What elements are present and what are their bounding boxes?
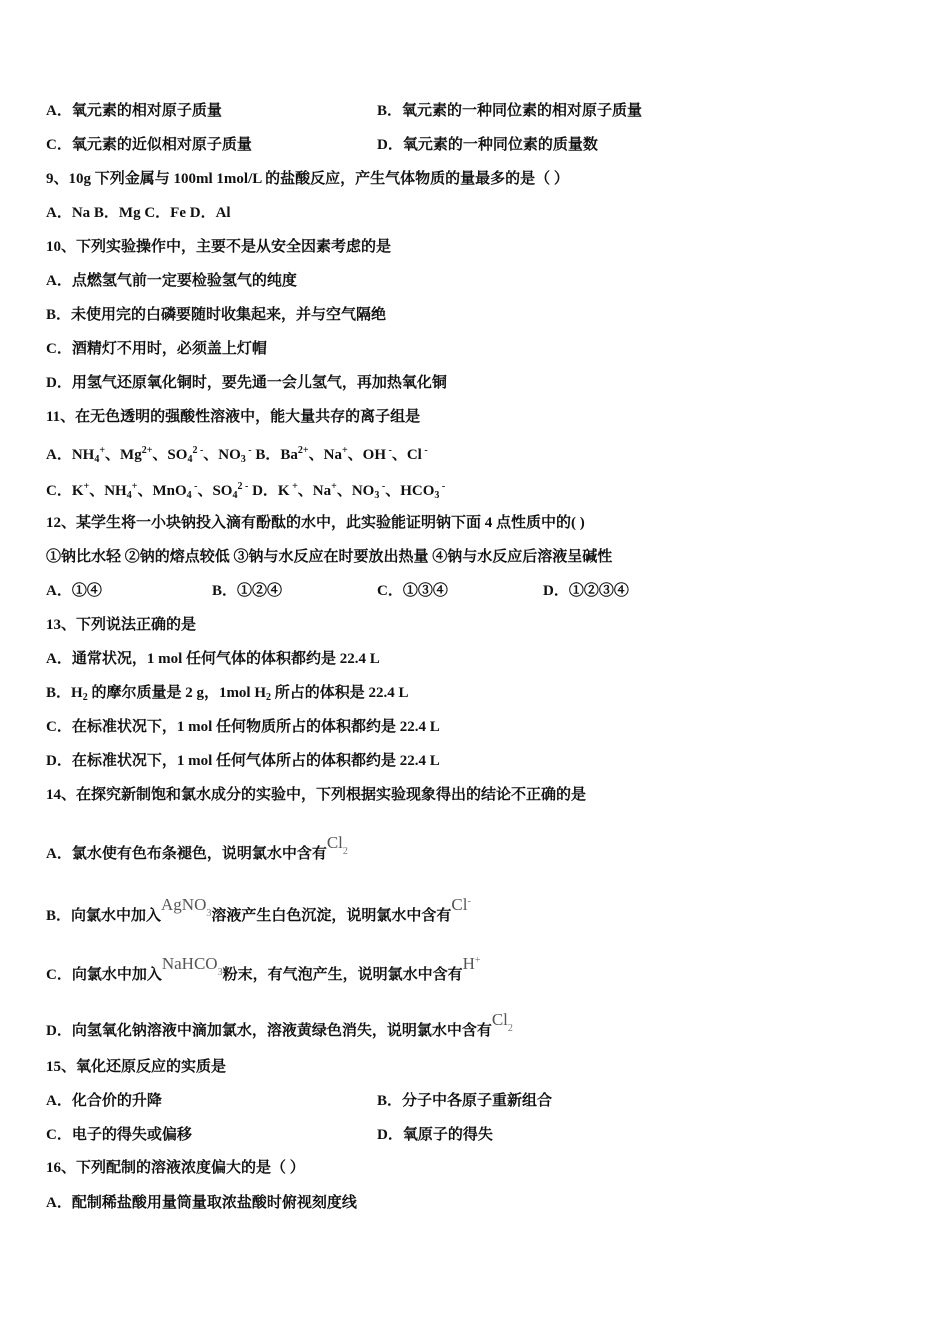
text-fragment: 10、下列实验操作中，主要不是从安全因素考虑的是 <box>46 239 392 255</box>
text-fragment: C．电子的得失或偏移 <box>46 1127 192 1143</box>
text-fragment: 所占的体积是 22.4 L <box>271 685 409 701</box>
formula-fragment: 2+ <box>141 445 153 456</box>
text-line <box>46 833 348 864</box>
text-fragment: B．向氯水中加入 <box>46 908 162 924</box>
text-fragment: A．氯水使有色布条褪色，说明氯水中含有 <box>46 846 327 862</box>
text-fragment: A．化合价的升降 <box>46 1093 162 1109</box>
text-fragment: C．①③④ <box>377 583 448 599</box>
text-fragment: 9、10g 下列金属与 100ml 1mol/L 的盐酸反应，产生气体物质的量最多的是（ ） <box>46 171 569 187</box>
formula-fragment: 2 <box>266 692 272 703</box>
text-line <box>46 1193 357 1213</box>
text-fragment: 16、下列配制的溶液浓度偏大的是（ ） <box>46 1160 305 1176</box>
formula-fragment: 2 <box>507 1023 513 1034</box>
text-line <box>46 892 471 926</box>
formula-fragment: 3 <box>240 454 246 465</box>
text-line <box>46 373 447 393</box>
text-line <box>46 581 102 601</box>
formula-fragment: 2 <box>82 692 88 703</box>
formula-fragment: + <box>331 481 337 492</box>
text-line <box>46 717 440 737</box>
formula-fragment: Cl <box>326 833 343 852</box>
text-line <box>46 1057 226 1077</box>
text-fragment: A．通常状况，1 mol 任何气体的体积都约是 22.4 L <box>46 651 380 667</box>
formula-fragment: - <box>421 445 428 456</box>
text-line <box>377 135 598 155</box>
formula-fragment: 2 - <box>237 481 249 492</box>
text-fragment: A．Na B．Mg C．Fe D．Al <box>46 205 231 221</box>
text-fragment: 、Na <box>297 483 332 499</box>
text-line <box>46 477 445 506</box>
text-fragment: D．在标准状况下，1 mol 任何气体所占的体积都约是 22.4 L <box>46 753 440 769</box>
formula-fragment: 2 - <box>192 445 204 456</box>
formula-fragment: 2 <box>342 846 348 857</box>
text-fragment: 、Cl <box>391 447 422 463</box>
text-line <box>46 1125 192 1145</box>
formula-fragment: H <box>462 954 475 973</box>
formula-fragment: 3 <box>434 490 440 501</box>
text-fragment: 粉末，有气泡产生，说明氯水中含有 <box>222 967 463 983</box>
text-fragment: D．用氢气还原氧化铜时，要先通一会儿氢气，再加热氧化铜 <box>46 375 447 391</box>
text-fragment: 、Mg <box>105 447 142 463</box>
formula-fragment: + <box>131 481 138 492</box>
text-fragment: A．氧元素的相对原子质量 <box>46 103 222 119</box>
text-line <box>46 1010 513 1041</box>
text-fragment: D．氧原子的得失 <box>377 1127 493 1143</box>
text-fragment: D．向氢氧化钠溶液中滴加氯水，溶液黄绿色消失，说明氯水中含有 <box>46 1023 492 1039</box>
formula-fragment: 3 <box>217 967 223 978</box>
text-line <box>46 547 612 567</box>
text-fragment: C．向氯水中加入 <box>46 967 162 983</box>
formula-fragment: 4 <box>94 454 100 465</box>
formula-fragment: + <box>99 445 106 456</box>
formula-fragment: - <box>467 896 471 907</box>
text-fragment: 、SO <box>152 447 188 463</box>
text-fragment: 13、下列说法正确的是 <box>46 617 197 633</box>
text-fragment: C．酒精灯不用时，必须盖上灯帽 <box>46 341 267 357</box>
text-fragment: B．分子中各原子重新组合 <box>377 1093 553 1109</box>
formula-fragment: + <box>83 481 90 492</box>
text-line <box>46 785 586 805</box>
text-line <box>377 101 642 121</box>
text-fragment: 、HCO <box>385 483 435 499</box>
formula-fragment: 3 <box>374 490 380 501</box>
text-fragment: B．未使用完的白磷要随时收集起来，并与空气隔绝 <box>46 307 387 323</box>
formula-fragment: 4 <box>186 490 192 501</box>
text-line <box>46 101 222 121</box>
text-line <box>46 305 386 325</box>
text-fragment: 、NO <box>203 447 241 463</box>
text-fragment: 、Na <box>308 447 342 463</box>
text-fragment: A．点燃氢气前一定要检验氢气的纯度 <box>46 273 297 289</box>
text-fragment: 11、在无色透明的强酸性溶液中，能大量共存的离子组是 <box>46 409 421 425</box>
text-fragment: D．①②③④ <box>543 583 629 599</box>
formula-fragment: 3 <box>206 908 212 919</box>
formula-fragment: - <box>191 481 198 492</box>
formula-fragment: 2+ <box>297 445 309 456</box>
text-fragment: 的摩尔质量是 2 g，1mol H <box>87 685 267 701</box>
formula-fragment: AgNO <box>161 895 207 914</box>
formula-fragment: + <box>289 481 298 492</box>
formula-fragment: - <box>245 445 252 456</box>
text-fragment: B．Ba <box>251 447 298 463</box>
text-fragment: 、OH <box>347 447 386 463</box>
text-fragment: B．H <box>46 685 83 701</box>
text-line <box>543 581 629 601</box>
text-fragment: 15、氧化还原反应的实质是 <box>46 1059 227 1075</box>
formula-fragment: 4 <box>126 490 132 501</box>
text-line <box>377 1091 552 1111</box>
text-line <box>46 339 267 359</box>
formula-fragment: - <box>386 445 392 456</box>
text-line <box>46 615 196 635</box>
text-fragment: 、NH <box>89 483 127 499</box>
text-line <box>46 135 252 155</box>
text-line <box>46 1158 305 1178</box>
text-line <box>46 649 380 669</box>
text-line <box>46 751 440 771</box>
formula-fragment: 4 <box>232 490 238 501</box>
text-fragment: 溶液产生白色沉淀，说明氯水中含有 <box>211 908 452 924</box>
text-line <box>46 683 409 708</box>
text-fragment: ①钠比水轻 ②钠的熔点较低 ③钠与水反应在时要放出热量 ④钠与水反应后溶液呈碱性 <box>46 549 613 565</box>
text-fragment: 14、在探究新制饱和氯水成分的实验中，下列根据实验现象得出的结论不正确的是 <box>46 787 587 803</box>
formula-fragment: - <box>379 481 386 492</box>
text-line <box>46 203 231 223</box>
formula-fragment: 4 <box>187 454 193 465</box>
text-fragment: C．氧元素的近似相对原子质量 <box>46 137 252 153</box>
formula-fragment: - <box>439 481 446 492</box>
text-fragment: A．①④ <box>46 583 102 599</box>
formula-fragment: + <box>474 955 481 966</box>
text-line <box>46 441 428 470</box>
text-fragment: B．①②④ <box>212 583 283 599</box>
formula-fragment: + <box>341 445 348 456</box>
text-fragment: 12、某学生将一小块钠投入滴有酚酞的水中，此实验能证明钠下面 4 点性质中的( ) <box>46 515 585 531</box>
text-fragment: 、SO <box>197 483 233 499</box>
text-line <box>377 581 448 601</box>
text-fragment: 、NO <box>336 483 375 499</box>
formula-fragment: NaHCO <box>161 954 218 973</box>
text-fragment: D．氧元素的一种同位素的质量数 <box>377 137 598 153</box>
text-line <box>46 513 585 533</box>
text-fragment: B．氧元素的一种同位素的相对原子质量 <box>377 103 643 119</box>
text-fragment: A．配制稀盐酸用量筒量取浓盐酸时俯视刻度线 <box>46 1195 357 1211</box>
text-fragment: 、MnO <box>137 483 187 499</box>
text-fragment: A．NH <box>46 447 95 463</box>
text-line <box>46 951 481 985</box>
text-line <box>46 169 569 189</box>
text-line <box>46 237 391 257</box>
text-line <box>377 1125 493 1145</box>
text-fragment: C．在标准状况下，1 mol 任何物质所占的体积都约是 22.4 L <box>46 719 440 735</box>
text-line <box>46 407 420 427</box>
text-fragment: D．K <box>248 483 290 499</box>
text-line <box>46 1091 162 1111</box>
formula-fragment: Cl <box>491 1010 508 1029</box>
formula-fragment: Cl <box>451 895 468 914</box>
text-line <box>46 271 297 291</box>
text-line <box>212 581 282 601</box>
text-fragment: C．K <box>46 483 84 499</box>
